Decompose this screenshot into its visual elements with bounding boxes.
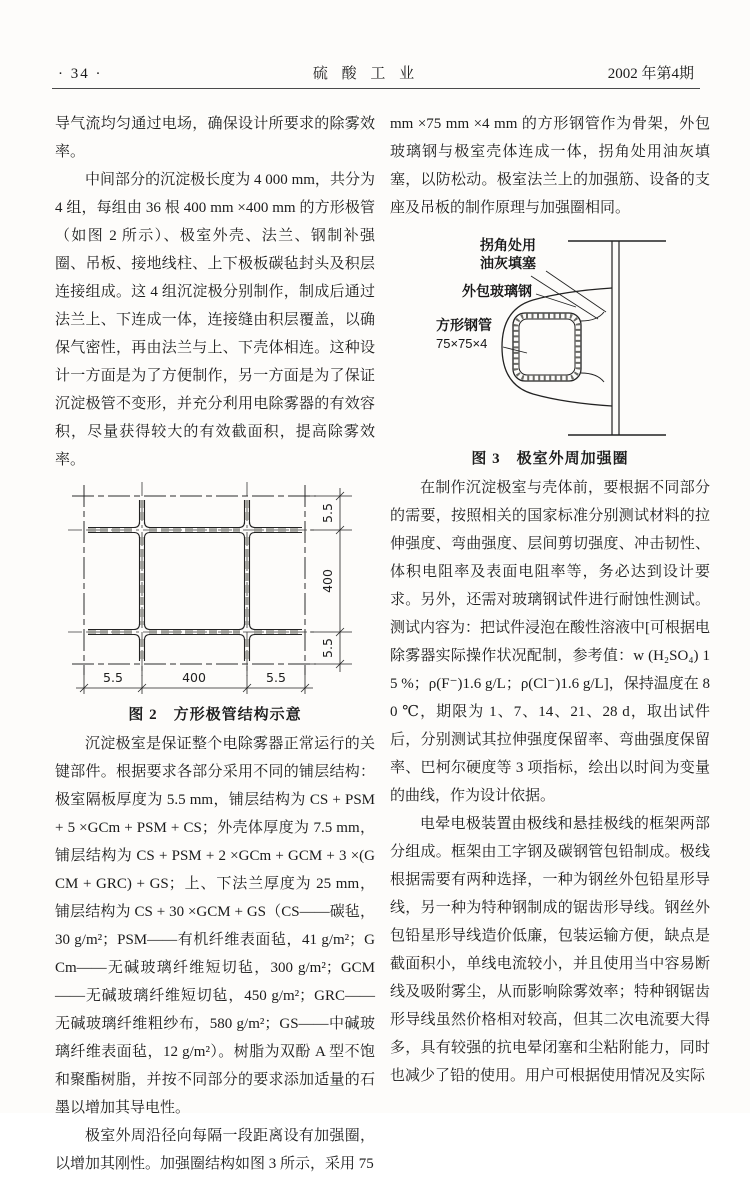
right-column — [390, 110, 710, 1178]
page-header — [58, 62, 694, 83]
paragraph: 中间部分的沉淀极长度为 4 000 mm，共分为 4 组，每组由 36 根 400 mm ×400 mm 的方形极管（如图 2 所示）、极室外壳、法兰、钢制补强圈、吊板、接地线柱、上下极板碳毡封头及积层连接组成。这 4 组沉淀极分别制作，制成后通过法兰上、下连成一体，连接缝由积层覆盖，以确保气密性，再由法兰与上、下壳体相连。这种设计一方面是为了方便制作，另一方面是为了保证沉淀极管不变形，并充分利用电除雾器的有效容积，尽量获得较大的有效截面积，提高除雾效率。 — [55, 172, 375, 468]
paragraph: mm ×75 mm ×4 mm 的方形钢管作为骨架，外包玻璃钢与极室壳体连成一体，拐角处用油灰填塞，以防松动。极室法兰上的加强筋、设备的支座及吊板的制作原理与加强圈相同。 — [390, 116, 710, 216]
figure3-label-tube-size: 75×75×4 — [436, 336, 488, 351]
putty-fillets — [581, 312, 604, 382]
square-tube-inner — [519, 319, 575, 375]
figure3-drawing — [400, 228, 700, 442]
dimension-label: 5.5 — [266, 670, 286, 685]
journal-title: 硫 酸 工 业 — [312, 66, 420, 82]
corner-flares — [134, 522, 255, 640]
figure3-label-frp: 外包玻璃钢 — [462, 283, 532, 299]
wrap-hatching — [516, 316, 578, 378]
issue-info: 2002 年第4期 — [607, 66, 694, 82]
paragraph: 电晕电极装置由极线和悬挂极线的框架两部分组成。框架由工字钢及碳钢管包铅制成。极线根据需要有两种选择，一种为钢丝外包铅星形导线，另一种为特种钢制成的锯齿形导线。钢丝外包铅星形导线造价低廉，包装运输方便，缺点是截面积小，单线电流较小，并且使用当中容易断线及吸附雾尘，从而影响除雾效率；特种钢锯齿形导线虽然价格相对较高，但其二次电流要大得多，具有较强的抗电晕闭塞和尘粘附能力，同时也减少了铅的使用。用户可根据使用情况及实际 — [390, 816, 710, 1084]
figure3-label-corner: 拐角处用 — [480, 237, 536, 253]
figure3-label-tube: 方形钢管 — [436, 317, 492, 333]
two-column-body — [55, 110, 710, 1178]
dimension-label: 5.5 — [320, 638, 335, 658]
figure3 — [390, 228, 710, 468]
figure2-caption: 图 2 方形极管结构示意 — [128, 707, 302, 723]
dimension-label: 400 — [182, 670, 206, 685]
dimension-label: 5.5 — [103, 670, 123, 685]
outer-boundary-lines — [72, 485, 316, 675]
header-divider — [52, 88, 700, 89]
tube-wall-core — [88, 500, 302, 661]
figure3-caption: 图 3 极室外周加强圈 — [471, 451, 629, 467]
shell-wall — [568, 241, 666, 435]
square-tube-outer — [513, 313, 581, 381]
dimension-label: 5.5 — [320, 503, 335, 523]
paragraph: 在制作沉淀极室与壳体前，要根据不同部分的需要，按照相关的国家标准分别测试材料的拉伸强度、弯曲强度、层间剪切强度、冲击韧性、体积电阻率及表面电阻率等，务必达到设计要求。另外，还需对玻璃钢试件进行耐蚀性测试。测试内容为：把试件浸泡在酸性溶液中[可根据电除雾器实际操作状况配制，参考值：w (H₂SO₄) 15 %；ρ(F⁻)1.6 g/L；ρ(Cl⁻)1.6 g/L]，保持温度在 80 ℃，期限为 1、7、14、21、28 d，取出试件后，分别测试其拉伸强度保留率、弯曲强度保留率、巴柯尔硬度等 3 项指标，绘出以时间为变量的曲线，作为设计依据。 — [390, 480, 710, 804]
paragraph: 导气流均匀通过电场，确保设计所要求的除雾效率。 — [55, 116, 375, 160]
page-number: · 34 · — [58, 66, 103, 82]
paragraph: 极室外周沿径向每隔一段距离设有加强圈，以增加其刚性。加强圈结构如图 3 所示，采用 75 — [55, 1128, 375, 1172]
dimension-label: 400 — [320, 569, 335, 593]
paragraph: 沉淀极室是保证整个电除雾器正常运行的关键部件。根据要求各部分采用不同的铺层结构：极室隔板厚度为 5.5 mm，铺层结构为 CS + PSM + 5 ×GCm + PSM + CS；外壳体厚度为 7.5 mm，铺层结构为 CS + PSM + 2 ×GCm + GCM + 3 ×(GCM + GRC) + GS；上、下法兰厚度为 25 mm，铺层结构为 CS + 30 ×GCM + GS（CS——碳毡，30 g/m²；PSM——有机纤维表面毡，41 g/m²；GCm——无碱玻璃纤维短切毡，300 g/m²；GCM——无碱玻璃纤维短切毡，450 g/m²；GRC——无碱玻璃纤维粗纱布，580 g/m²；GS——中碱玻璃纤维表面毡，12 g/m²）。树脂为双酚 A 型不饱和聚酯树脂，并按不同部分的要求添加适量的石墨以增加其导电性。 — [55, 736, 375, 1116]
tube-walls — [88, 500, 302, 661]
left-column — [55, 110, 375, 1178]
figure3-label-corner: 油灰填塞 — [480, 255, 536, 271]
centerlines — [68, 482, 314, 676]
figure2 — [55, 480, 375, 724]
figure2-drawing — [64, 480, 366, 698]
